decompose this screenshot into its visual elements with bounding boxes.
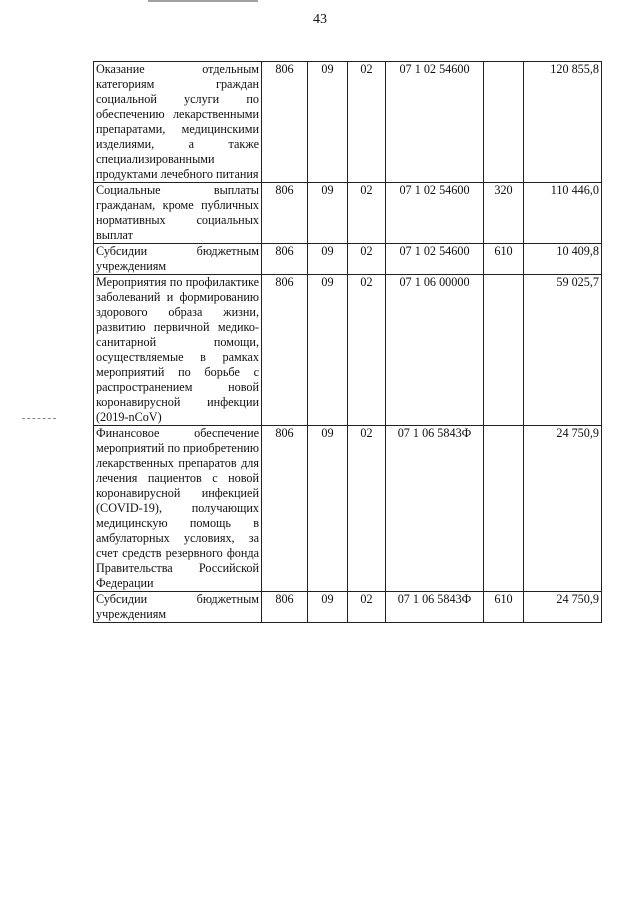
row-rz: 09 <box>308 426 348 592</box>
row-ved: 806 <box>262 275 308 426</box>
row-name: Финансовое обеспечение мероприятий по приобретению лекарственных препаратов для лечения пациентов с новой коронавирусной инфекцией (COVID-19), получающих медицинскую помощь в амбулаторных условиях, за счет средств резервного фонда Правительства Российской Федерации <box>94 426 262 592</box>
row-ved: 806 <box>262 592 308 623</box>
row-vr: 320 <box>484 183 524 244</box>
row-csr: 07 1 02 54600 <box>386 244 484 275</box>
table-row <box>94 592 602 623</box>
scan-mark-margin <box>22 418 56 420</box>
row-csr: 07 1 02 54600 <box>386 183 484 244</box>
row-csr: 07 1 02 54600 <box>386 62 484 183</box>
row-rz: 09 <box>308 183 348 244</box>
row-pr: 02 <box>348 592 386 623</box>
row-vr <box>484 62 524 183</box>
row-vr <box>484 426 524 592</box>
table-row <box>94 426 602 592</box>
row-name: Субсидии бюджетным учреждениям <box>94 244 262 275</box>
row-csr: 07 1 06 00000 <box>386 275 484 426</box>
table-row <box>94 62 602 183</box>
row-rz: 09 <box>308 244 348 275</box>
row-sum: 24 750,9 <box>524 592 602 623</box>
row-ved: 806 <box>262 62 308 183</box>
scan-mark-top <box>148 0 258 2</box>
row-vr: 610 <box>484 592 524 623</box>
row-pr: 02 <box>348 62 386 183</box>
row-pr: 02 <box>348 426 386 592</box>
row-sum: 59 025,7 <box>524 275 602 426</box>
row-sum: 120 855,8 <box>524 62 602 183</box>
row-sum: 10 409,8 <box>524 244 602 275</box>
row-name: Оказание отдельным категориям граждан социальной услуги по обеспечению лекарственными препаратами, медицинскими изделиями, а также специализированными продуктами лечебного питания <box>94 62 262 183</box>
table-row <box>94 275 602 426</box>
row-ved: 806 <box>262 183 308 244</box>
row-csr: 07 1 06 5843Ф <box>386 426 484 592</box>
row-name: Социальные выплаты гражданам, кроме публичных нормативных социальных выплат <box>94 183 262 244</box>
row-vr <box>484 275 524 426</box>
row-rz: 09 <box>308 275 348 426</box>
page-number: 43 <box>313 12 327 27</box>
row-pr: 02 <box>348 183 386 244</box>
row-rz: 09 <box>308 592 348 623</box>
row-rz: 09 <box>308 62 348 183</box>
table-row <box>94 244 602 275</box>
row-sum: 24 750,9 <box>524 426 602 592</box>
row-name: Мероприятия по профилактике заболеваний и формированию здорового образа жизни, развитию первичной медико-санитарной помощи, осуществляемые в рамках мероприятий по борьбе с распространением новой коронавирусной инфекции (2019-nCoV) <box>94 275 262 426</box>
row-ved: 806 <box>262 426 308 592</box>
table-row <box>94 183 602 244</box>
row-pr: 02 <box>348 244 386 275</box>
row-ved: 806 <box>262 244 308 275</box>
row-name: Субсидии бюджетным учреждениям <box>94 592 262 623</box>
row-sum: 110 446,0 <box>524 183 602 244</box>
row-csr: 07 1 06 5843Ф <box>386 592 484 623</box>
row-pr: 02 <box>348 275 386 426</box>
row-vr: 610 <box>484 244 524 275</box>
budget-table <box>93 61 602 623</box>
